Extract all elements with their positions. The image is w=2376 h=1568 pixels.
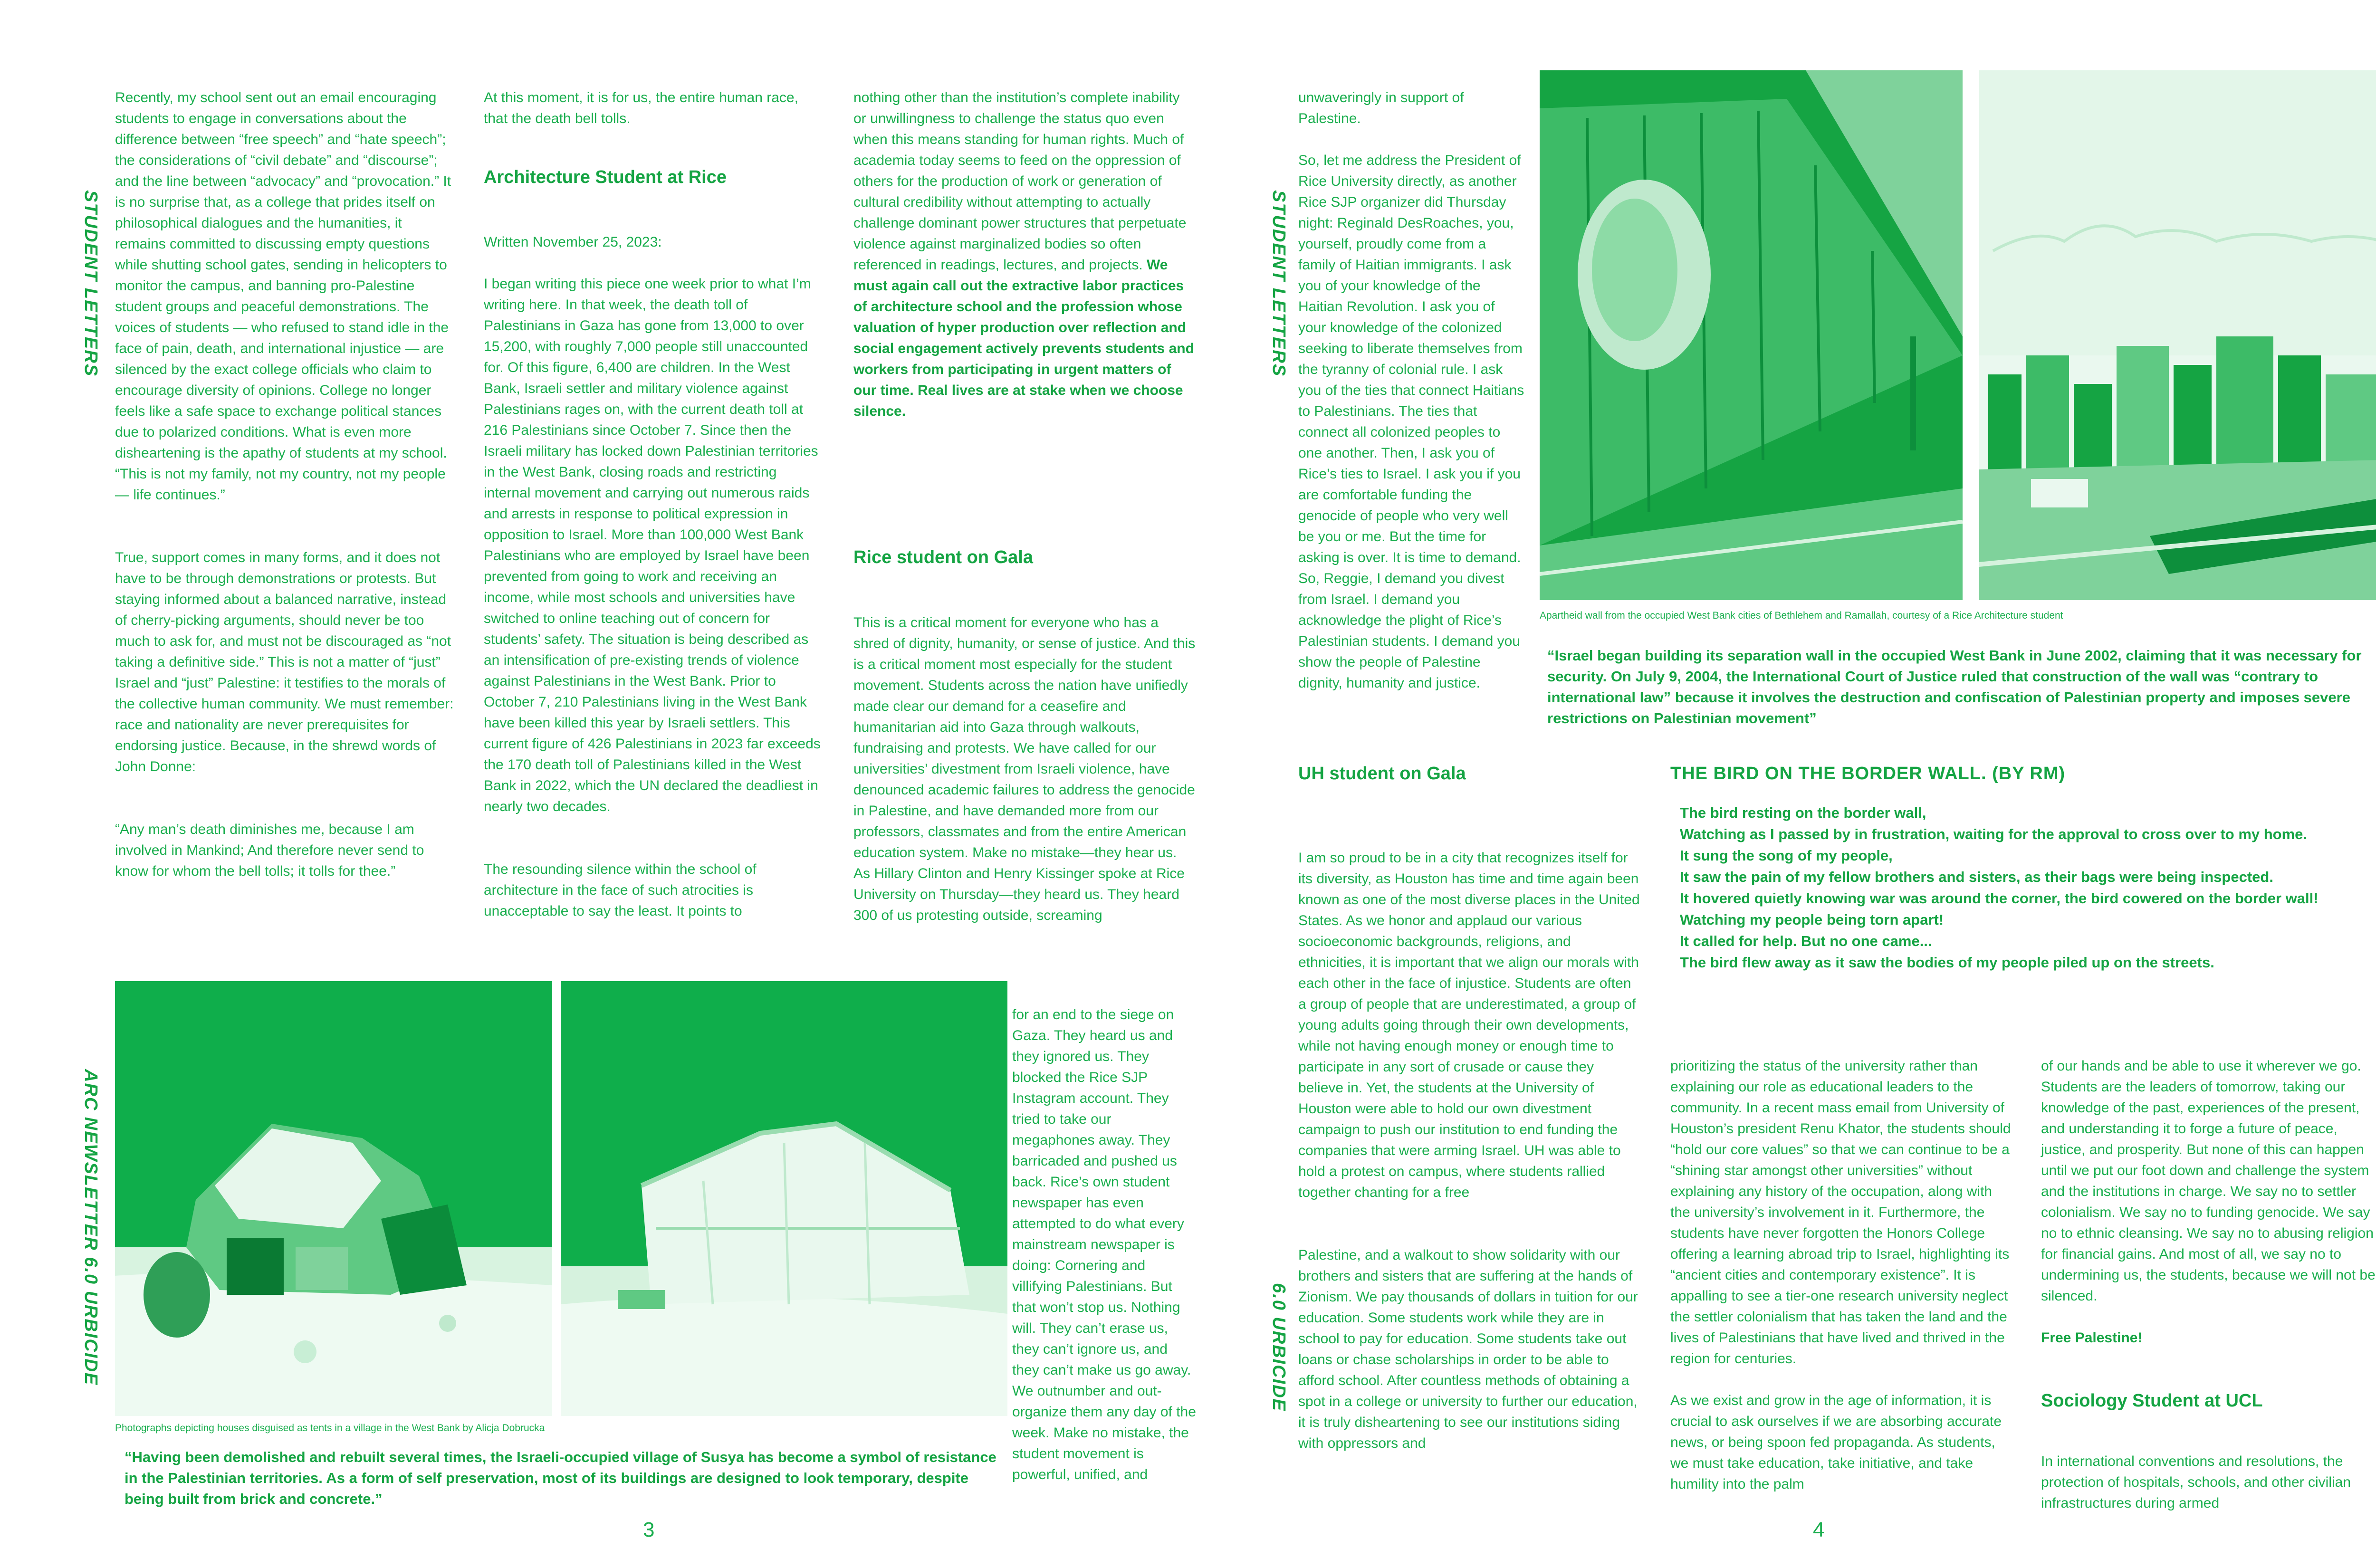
col3-paragraph-1 — [853, 87, 1196, 422]
col4-paragraph-1: unwaveringly in support of Palestine. — [1298, 90, 1464, 126]
col4-paragraph-3: I am so proud to be in a city that recognizes itself for its diversity, as Houston has time and time again been known as one of the most diverse places in the United States. As we honor and applaud our various socioeconomic backgrounds, religions, and ethnicities, it is important that we align our morals with each other in the face of injustice. Students are often a group of people that are underestimated, a group of young adults going through their own developments, while not having enough money or enough time to participate in any sort of crusade or cause they believe in. Yet, the students at the University of Houston were able to hold our own divestment campaign to push our institution to end funding the companies that were arming Israel. UH was able to hold a protest on campus, where students rallied together chanting for a free — [1298, 850, 1640, 1200]
column-5 — [1670, 1035, 2012, 1516]
photo-tent-house-1 — [115, 981, 552, 1416]
col6-paragraph-1: of our hands and be able to use it wherever we go. Students are the leaders of tomorrow, taking our knowledge of the past, experiences of the present, and understanding it to forge a future of peace, justice, and prosperity. But none of this can happen until we put our foot down and challenge the system and the institutions in charge. We say no to settler colonialism. We say no to funding genocide. We say no to ethnic cleansing. We say no to abusing religion for financial gains. And most of all, we say no to undermining us, the students, because we will not be silenced. — [2041, 1058, 2376, 1304]
side-label-student-letters-left: STUDENT LETTERS — [81, 190, 101, 377]
poem-title: THE BIRD ON THE BORDER WALL. (BY RM) — [1670, 764, 2066, 784]
col3-p1-plain: nothing other than the institution’s complete inability or unwillingness to challenge the status quo even when this means standing for human rights. Much of academia today seems to feed on the oppression of others for the production of work or generation of cultural credibility without attempting to actually challenge dominant power structures that perpetuate violence against marginalized bodies so often referenced in readings, lectures, and projects. — [853, 90, 1187, 273]
side-label-newsletter: ARC NEWSLETTER 6.0 URBICIDE — [81, 1069, 101, 1386]
tent-photo-icon-2 — [561, 981, 1007, 1416]
column-4 — [1298, 67, 1526, 715]
page-number-right: 4 — [1813, 1518, 1825, 1541]
city-photo-icon — [1979, 70, 2376, 600]
poem-line-4: It saw the pain of my fellow brothers and sisters, as their bags were being inspected. — [1680, 869, 2273, 885]
right-photo-caption: Apartheid wall from the occupied West Bank cities of Bethlehem and Ramallah, courtesy of a Rice Architecture student — [1540, 610, 2063, 621]
column-6 — [2041, 1035, 2376, 1369]
poem-line-8: The bird flew away as it saw the bodies of my people piled up on the streets. — [1680, 954, 2214, 971]
column-2-intro — [484, 67, 823, 150]
col4-paragraph-2: So, let me address the President of Rice University directly, as another Rice SJP organizer did Thursday night: Reginald DesRoaches, you, yourself, proudly come from a family of Haitian immigrants. I ask you of your knowledge of the Haitian Revolution. I ask you of your knowledge of the colonized seeking to liberate themselves from the tyranny of colonial rule. I ask you of the ties that connect Haitians to Palestinians. The ties that connect all colonized peoples to one another. Then, I ask you of Rice’s ties to Israel. I ask you if you are comfortable funding the genocide of people who very well be you or me. But the time for asking is over. It is time to demand. So, Reggie, I demand you divest from Israel. I demand you acknowledge the plight of Rice’s Palestinian students. I demand you show the people of Palestine dignity, humanity and justice. — [1298, 153, 1524, 691]
left-pull-quote: “Having been demolished and rebuilt several times, the Israeli-occupied village of Susya has become a symbol of resistance in the Palestinian territories. As a form of self preservation, most of its buildings are designed to look temporary, despite being built from brick and concrete.” — [125, 1449, 996, 1507]
wall-photo-icon — [1540, 70, 1963, 600]
column-3-body — [853, 592, 1196, 947]
col3-paragraph-3: for an end to the siege on Gaza. They heard us and they ignored us. They blocked the Rice SJP Instagram account. They tried to take our megaphones away. They barricaded and pushed us back. Rice’s own student newspaper has even attempted to do what every mainstream newspaper is doing: Cornering and villifying Palestinians. But that won’t stop us. Nothing will. They can’t erase us, they can’t ignore us, and they can’t make us go away. We outnumber and out-organize them any day of the week. Make no mistake, the student movement is powerful, unified, and — [1012, 1007, 1196, 1482]
col5-paragraph-2: As we exist and grow in the age of information, it is crucial to ask ourselves if we are absorbing accurate news, or being spoon fed propaganda. As students, we must take education, take initiative, and take humility into the palm — [1670, 1393, 2002, 1492]
poem-body — [1680, 802, 2376, 973]
photo-apartheid-wall — [1540, 70, 1963, 600]
column-2 — [484, 211, 823, 943]
col2-intro: At this moment, it is for us, the entire human race, that the death bell tolls. — [484, 90, 798, 126]
col2-paragraph-2: The resounding silence within the school of architecture in the face of such atrocities is unacceptable to say the least. It points to — [484, 861, 757, 919]
photo-ramallah-city — [1979, 70, 2376, 600]
col6-closing: Free Palestine! — [2041, 1330, 2143, 1346]
col2-paragraph-1: I began writing this piece one week prior to what I’m writing here. In that week, the death toll of Palestinians in Gaza has gone from 13,000 to over 15,200, with roughly 7,000 people still unaccounted for. Of this figure, 6,400 are children. In the West Bank, Israeli settler and military violence against Palestinians rages on, with the current death toll at 216 Palestinians since October 7. Since then the Israeli military has locked down Palestinian territories in the West Bank, closing roads and restricting internal movement and carrying out numerous raids and arrests in response to political expression in opposition to Israel. More than 100,000 West Bank Palestinians who are employed by Israel have been prevented from going to work and receiving an income, while most schools and universities have switched to online teaching out of concern for students’ safety. The situation is being described as an intensification of pre-existing trends of violence against Palestinians in the West Bank. Prior to October 7, 210 Palestinians living in the West Bank have been killed this year by Israeli settlers. This current figure of 426 Palestinians in 2023 far exceeds the 170 death toll of Palestinians killed in the West Bank in 2022, which the UN declared the deadliest in nearly two decades. — [484, 276, 821, 814]
col6-paragraph-2: In international conventions and resolutions, the protection of hospitals, schools, and other civilian infrastructures during armed — [2041, 1453, 2351, 1511]
col4-paragraph-4: Palestine, and a walkout to show solidarity with our brothers and sisters that are suffering at the hands of Zionism. We pay thousands of dollars in tuition for our education. Some students work while they are in school to pay for education. Some students take out loans or chase scholarships in order to be able to afford school. After countless methods of obtaining a spot in a college or university to further our education, it is truly disheartening to see our institutions siding with oppressors and — [1298, 1247, 1638, 1451]
poem-line-2: Watching as I passed by in frustration, waiting for the approval to cross over to my home. — [1680, 826, 2308, 842]
col2-dateline: Written November 25, 2023: — [484, 234, 662, 250]
heading-sociology-student-ucl: Sociology Student at UCL — [2041, 1391, 2263, 1411]
right-pull-quote: “Israel began building its separation wall in the occupied West Bank in June 2002, claiming that it was necessary for security. On July 9, 2004, the International Court of Justice ruled that construction of the wall was “contrary to international law” because it involves the destruction and confiscation of Palestinian property and imposes severe restrictions on Palestinian movement” — [1547, 647, 2362, 727]
heading-rice-student-gala: Rice student on Gala — [853, 547, 1033, 567]
page-number-left: 3 — [643, 1518, 655, 1541]
col5-paragraph-1: prioritizing the status of the university rather than explaining our role as educational leaders to the community. In a recent mass email from University of Houston’s president Renu Khator, the students should “hold our core values” so that we can continue to be a “shining star amongst other universities” without explaining any history of the occupation, along with the university’s involvement in it. Furthermore, the students have never forgotten the Honors College offering a learning abroad trip to Israel, highlighting its “ancient cities and contemporary existence”. It is appalling to see a tier-one research university neglect the settler colonialism that has taken the land and the lives of Palestinians that have lived and thrived in the region for centuries. — [1670, 1058, 2011, 1367]
column-3 — [853, 67, 1196, 443]
tent-photo-icon-1 — [115, 981, 552, 1416]
heading-uh-student-gala: UH student on Gala — [1298, 764, 1466, 784]
col3-p1-bold: We must again call out the extractive labor practices of architecture school and the profession whose valuation of hyper production over reflection and social engagement actively prevents students and workers from participating in urgent matters of our time. Real lives are at stake when we choose silence. — [853, 257, 1194, 419]
side-label-student-letters-right: STUDENT LETTERS — [1269, 190, 1289, 377]
col1-paragraph-3: “Any man’s death diminishes me, because I am involved in Mankind; And therefore never send to know for whom the bell tolls; it tolls for thee.” — [115, 822, 424, 879]
column-6-body — [2041, 1430, 2376, 1535]
col1-paragraph-2: True, support comes in many forms, and it does not have to be through demonstrations or protests. But staying informed about a balanced narrative, instead of cherry-picking arguments, should never be too much to ask for, and must not be discouraged as “not taking a definitive side.” This is not a matter of “just” Israel and “just” Palestine: it testifies to the morals of the collective human community. We must remember: race and nationality are never prerequisites for endorsing justice. Because, in the shrewd words of John Donne: — [115, 550, 454, 774]
column-4-body — [1298, 827, 1640, 1475]
poem-line-3: It sung the song of my people, — [1680, 847, 1893, 864]
side-label-urbicide: 6.0 URBICIDE — [1269, 1283, 1289, 1412]
col3-paragraph-2: This is a critical moment for everyone who has a shred of dignity, humanity, or sense of justice. And this is a critical moment most especially for the student movement. Students across the nation have unifiedly made clear our demand for a ceasefire and humanitarian aid into Gaza through walkouts, fundraising and protests. We have called for our universities’ divestment from Israeli violence, have denounced academic failures to address the genocide in Palestine, and have demanded more from our professors, classmates and from the entire American education system. Make no mistake—they hear us. As Hillary Clinton and Henry Kissinger spoke at Rice University on Thursday—they heard us. They heard 300 of us protesting outside, screaming — [853, 615, 1196, 923]
left-photo-caption: Photographs depicting houses disguised as tents in a village in the West Bank by Alicja Dobrucka — [115, 1423, 545, 1434]
photo-tent-house-2 — [561, 981, 1007, 1416]
column-1 — [115, 67, 454, 903]
poem-line-7: It called for help. But no one came... — [1680, 933, 1932, 949]
column-3-continued — [1012, 984, 1198, 1506]
poem-line-1: The bird resting on the border wall, — [1680, 804, 1926, 821]
poem-line-5: It hovered quietly knowing war was around the corner, the bird cowered on the border wall! — [1680, 890, 2319, 907]
col1-paragraph-1: Recently, my school sent out an email encouraging students to engage in conversations about the difference between “free speech” and “hate speech”; the considerations of “civil debate” and “discourse”; and the line between “advocacy” and “provocation.” It is no surprise that, as a college that prides itself on philosophical dialogues and the humanities, it remains committed to discussing empty questions while shutting school gates, sending in helicopters to monitor the campus, and banning pro-Palestine student groups and peaceful demonstrations. The voices of students — who refused to stand idle in the face of pain, death, and international injustice — are silenced by the exact college officials who claim to encourage diversity of opinions. College no longer feels like a safe space to exchange political stances due to polarized conditions. What is even more disheartening is the apathy of students at my school. “This is not my family, not my country, not my people — life continues.” — [115, 90, 451, 503]
poem-line-6: Watching my people being torn apart! — [1680, 911, 1944, 928]
heading-architecture-student-rice: Architecture Student at Rice — [484, 167, 727, 187]
